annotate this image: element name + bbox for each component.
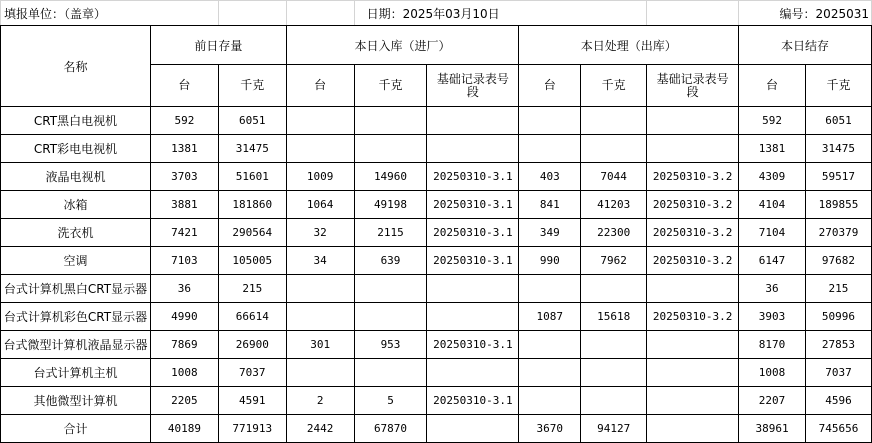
in-units-cell[interactable]: 32 — [286, 219, 354, 247]
header-out[interactable]: 本日处理（出库） — [519, 26, 739, 65]
balance-kg-cell[interactable]: 270379 — [805, 219, 871, 247]
in-units-cell[interactable]: 1064 — [286, 191, 354, 219]
out-units-cell[interactable] — [519, 275, 581, 303]
balance-kg-cell[interactable]: 6051 — [805, 107, 871, 135]
total-row — [1, 415, 872, 443]
out-record-cell[interactable]: 20250310-3.2 — [647, 163, 739, 191]
title-row — [1, 1, 872, 26]
prev-units-cell[interactable]: 3703 — [150, 163, 218, 191]
header-prev-stock[interactable]: 前日存量 — [150, 26, 286, 65]
in-kg-cell[interactable]: 5 — [354, 387, 427, 415]
code-label: 编号：2025031 — [779, 6, 869, 21]
out-kg-cell[interactable] — [581, 107, 647, 135]
name-cell[interactable]: 空调 — [1, 247, 151, 275]
table-row — [1, 163, 872, 191]
prev-kg-cell[interactable]: 26900 — [218, 331, 286, 359]
prev-kg-cell[interactable]: 4591 — [218, 387, 286, 415]
in-record-cell[interactable]: 20250310-3.1 — [427, 219, 519, 247]
table-row — [1, 275, 872, 303]
header-in-record[interactable]: 基础记录表号段 — [427, 65, 519, 107]
prev-kg-cell[interactable]: 290564 — [218, 219, 286, 247]
balance-kg-cell[interactable]: 50996 — [805, 303, 871, 331]
table-row — [1, 107, 872, 135]
code-label-cell[interactable] — [739, 1, 872, 26]
in-kg-cell[interactable] — [354, 303, 427, 331]
in-record-cell[interactable] — [427, 107, 519, 135]
out-units-cell[interactable] — [519, 387, 581, 415]
header-in-units[interactable]: 台 — [286, 65, 354, 107]
header-in-kg[interactable]: 千克 — [354, 65, 427, 107]
name-cell[interactable]: 台式计算机彩色CRT显示器 — [1, 303, 151, 331]
name-cell[interactable]: 液晶电视机 — [1, 163, 151, 191]
prev-kg-cell[interactable]: 6051 — [218, 107, 286, 135]
prev-units-cell[interactable]: 1008 — [150, 359, 218, 387]
prev-units-cell[interactable]: 2205 — [150, 387, 218, 415]
balance-kg-cell[interactable]: 4596 — [805, 387, 871, 415]
prev-units-cell[interactable]: 36 — [150, 275, 218, 303]
header-balance[interactable]: 本日结存 — [739, 26, 872, 65]
header-out-units[interactable]: 台 — [519, 65, 581, 107]
prev-units-cell[interactable]: 40189 — [150, 415, 218, 443]
in-units-cell[interactable] — [286, 107, 354, 135]
name-cell[interactable]: 台式计算机黑白CRT显示器 — [1, 275, 151, 303]
prev-kg-cell[interactable]: 181860 — [218, 191, 286, 219]
name-cell[interactable]: CRT彩电电视机 — [1, 135, 151, 163]
in-record-cell[interactable]: 20250310-3.1 — [427, 331, 519, 359]
in-units-cell[interactable]: 2 — [286, 387, 354, 415]
out-kg-cell[interactable]: 15618 — [581, 303, 647, 331]
out-record-cell[interactable] — [647, 331, 739, 359]
table-row — [1, 359, 872, 387]
balance-kg-cell[interactable]: 7037 — [805, 359, 871, 387]
header-prev-kg[interactable]: 千克 — [218, 65, 286, 107]
out-kg-cell[interactable]: 22300 — [581, 219, 647, 247]
in-units-cell[interactable] — [286, 275, 354, 303]
header-name[interactable]: 名称 — [1, 26, 151, 107]
out-units-cell[interactable]: 1087 — [519, 303, 581, 331]
out-record-cell[interactable]: 20250310-3.2 — [647, 219, 739, 247]
balance-units-cell[interactable]: 1008 — [739, 359, 806, 387]
balance-units-cell[interactable]: 8170 — [739, 331, 806, 359]
balance-units-cell[interactable]: 3903 — [739, 303, 806, 331]
in-kg-cell[interactable] — [354, 275, 427, 303]
in-kg-cell[interactable]: 639 — [354, 247, 427, 275]
out-units-cell[interactable]: 3670 — [519, 415, 581, 443]
prev-kg-cell[interactable]: 7037 — [218, 359, 286, 387]
table-row — [1, 331, 872, 359]
date-label: 日期：2025年03月10日 — [366, 6, 500, 21]
name-cell[interactable]: 洗衣机 — [1, 219, 151, 247]
out-units-cell[interactable] — [519, 359, 581, 387]
balance-kg-cell[interactable]: 189855 — [805, 191, 871, 219]
in-units-cell[interactable] — [286, 135, 354, 163]
header-out-kg[interactable]: 千克 — [581, 65, 647, 107]
name-cell[interactable]: 台式计算机主机 — [1, 359, 151, 387]
prev-units-cell[interactable]: 1381 — [150, 135, 218, 163]
out-kg-cell[interactable] — [581, 387, 647, 415]
table-row — [1, 247, 872, 275]
out-kg-cell[interactable] — [581, 331, 647, 359]
prev-kg-cell[interactable]: 51601 — [218, 163, 286, 191]
balance-units-cell[interactable]: 4104 — [739, 191, 806, 219]
in-kg-cell[interactable] — [354, 359, 427, 387]
prev-kg-cell[interactable]: 66614 — [218, 303, 286, 331]
out-units-cell[interactable] — [519, 135, 581, 163]
prev-units-cell[interactable]: 592 — [150, 107, 218, 135]
table-row — [1, 387, 872, 415]
out-record-cell[interactable] — [647, 107, 739, 135]
prev-units-cell[interactable]: 7869 — [150, 331, 218, 359]
in-kg-cell[interactable]: 953 — [354, 331, 427, 359]
prev-units-cell[interactable]: 7103 — [150, 247, 218, 275]
in-units-cell[interactable] — [286, 359, 354, 387]
in-record-cell[interactable] — [427, 415, 519, 443]
out-record-cell[interactable] — [647, 275, 739, 303]
header-prev-units[interactable]: 台 — [150, 65, 218, 107]
prev-kg-cell[interactable]: 31475 — [218, 135, 286, 163]
prev-kg-cell[interactable]: 215 — [218, 275, 286, 303]
name-cell[interactable]: 合计 — [1, 415, 151, 443]
header-in[interactable]: 本日入库（进厂） — [286, 26, 519, 65]
name-cell[interactable]: 冰箱 — [1, 191, 151, 219]
out-units-cell[interactable]: 403 — [519, 163, 581, 191]
in-units-cell[interactable]: 2442 — [286, 415, 354, 443]
header-row-1 — [1, 26, 872, 65]
in-record-cell[interactable] — [427, 303, 519, 331]
prev-kg-cell[interactable]: 771913 — [218, 415, 286, 443]
empty-cell[interactable] — [647, 1, 739, 26]
balance-units-cell[interactable]: 4309 — [739, 163, 806, 191]
in-units-cell[interactable] — [286, 303, 354, 331]
out-record-cell[interactable]: 20250310-3.2 — [647, 191, 739, 219]
table-row — [1, 303, 872, 331]
out-kg-cell[interactable]: 7044 — [581, 163, 647, 191]
header-balance-units[interactable]: 台 — [739, 65, 806, 107]
empty-cell[interactable] — [218, 1, 286, 26]
name-cell[interactable]: 其他微型计算机 — [1, 387, 151, 415]
in-units-cell[interactable]: 34 — [286, 247, 354, 275]
balance-units-cell[interactable]: 592 — [739, 107, 806, 135]
balance-units-cell[interactable]: 1381 — [739, 135, 806, 163]
out-record-cell[interactable] — [647, 415, 739, 443]
header-balance-kg[interactable]: 千克 — [805, 65, 871, 107]
balance-units-cell[interactable]: 7104 — [739, 219, 806, 247]
in-record-cell[interactable] — [427, 135, 519, 163]
prev-kg-cell[interactable]: 105005 — [218, 247, 286, 275]
in-record-cell[interactable]: 20250310-3.1 — [427, 163, 519, 191]
table-row — [1, 219, 872, 247]
balance-units-cell[interactable]: 6147 — [739, 247, 806, 275]
in-record-cell[interactable]: 20250310-3.1 — [427, 247, 519, 275]
name-cell[interactable]: 台式微型计算机液晶显示器 — [1, 331, 151, 359]
balance-units-cell[interactable]: 2207 — [739, 387, 806, 415]
in-kg-cell[interactable]: 2115 — [354, 219, 427, 247]
header-out-record[interactable]: 基础记录表号段 — [647, 65, 739, 107]
in-kg-cell[interactable] — [354, 135, 427, 163]
balance-kg-cell[interactable]: 27853 — [805, 331, 871, 359]
in-units-cell[interactable]: 301 — [286, 331, 354, 359]
in-units-cell[interactable]: 1009 — [286, 163, 354, 191]
prev-units-cell[interactable]: 7421 — [150, 219, 218, 247]
name-cell[interactable]: CRT黑白电视机 — [1, 107, 151, 135]
out-units-cell[interactable] — [519, 331, 581, 359]
balance-units-cell[interactable]: 38961 — [739, 415, 806, 443]
in-record-cell[interactable]: 20250310-3.1 — [427, 191, 519, 219]
in-kg-cell[interactable]: 14960 — [354, 163, 427, 191]
out-units-cell[interactable] — [519, 107, 581, 135]
out-record-cell[interactable] — [647, 135, 739, 163]
balance-kg-cell[interactable]: 97682 — [805, 247, 871, 275]
in-record-cell[interactable] — [427, 275, 519, 303]
balance-kg-cell[interactable]: 745656 — [805, 415, 871, 443]
out-units-cell[interactable]: 841 — [519, 191, 581, 219]
prev-units-cell[interactable]: 3881 — [150, 191, 218, 219]
in-record-cell[interactable]: 20250310-3.1 — [427, 387, 519, 415]
in-kg-cell[interactable] — [354, 107, 427, 135]
date-label-cell[interactable] — [354, 1, 647, 26]
balance-units-cell[interactable]: 36 — [739, 275, 806, 303]
empty-cell[interactable] — [286, 1, 354, 26]
table-row — [1, 191, 872, 219]
out-kg-cell[interactable]: 41203 — [581, 191, 647, 219]
out-record-cell[interactable] — [647, 387, 739, 415]
unit-label-cell[interactable] — [1, 1, 219, 26]
balance-kg-cell[interactable]: 59517 — [805, 163, 871, 191]
out-kg-cell[interactable] — [581, 135, 647, 163]
out-units-cell[interactable]: 990 — [519, 247, 581, 275]
out-kg-cell[interactable]: 7962 — [581, 247, 647, 275]
table-row — [1, 135, 872, 163]
out-units-cell[interactable]: 349 — [519, 219, 581, 247]
out-kg-cell[interactable]: 94127 — [581, 415, 647, 443]
in-kg-cell[interactable]: 67870 — [354, 415, 427, 443]
balance-kg-cell[interactable]: 215 — [805, 275, 871, 303]
out-record-cell[interactable]: 20250310-3.2 — [647, 303, 739, 331]
prev-units-cell[interactable]: 4990 — [150, 303, 218, 331]
in-record-cell[interactable] — [427, 359, 519, 387]
out-kg-cell[interactable] — [581, 275, 647, 303]
out-record-cell[interactable]: 20250310-3.2 — [647, 247, 739, 275]
unit-label: 填报单位：（盖章） — [4, 6, 107, 21]
balance-kg-cell[interactable]: 31475 — [805, 135, 871, 163]
out-record-cell[interactable] — [647, 359, 739, 387]
out-kg-cell[interactable] — [581, 359, 647, 387]
in-kg-cell[interactable]: 49198 — [354, 191, 427, 219]
